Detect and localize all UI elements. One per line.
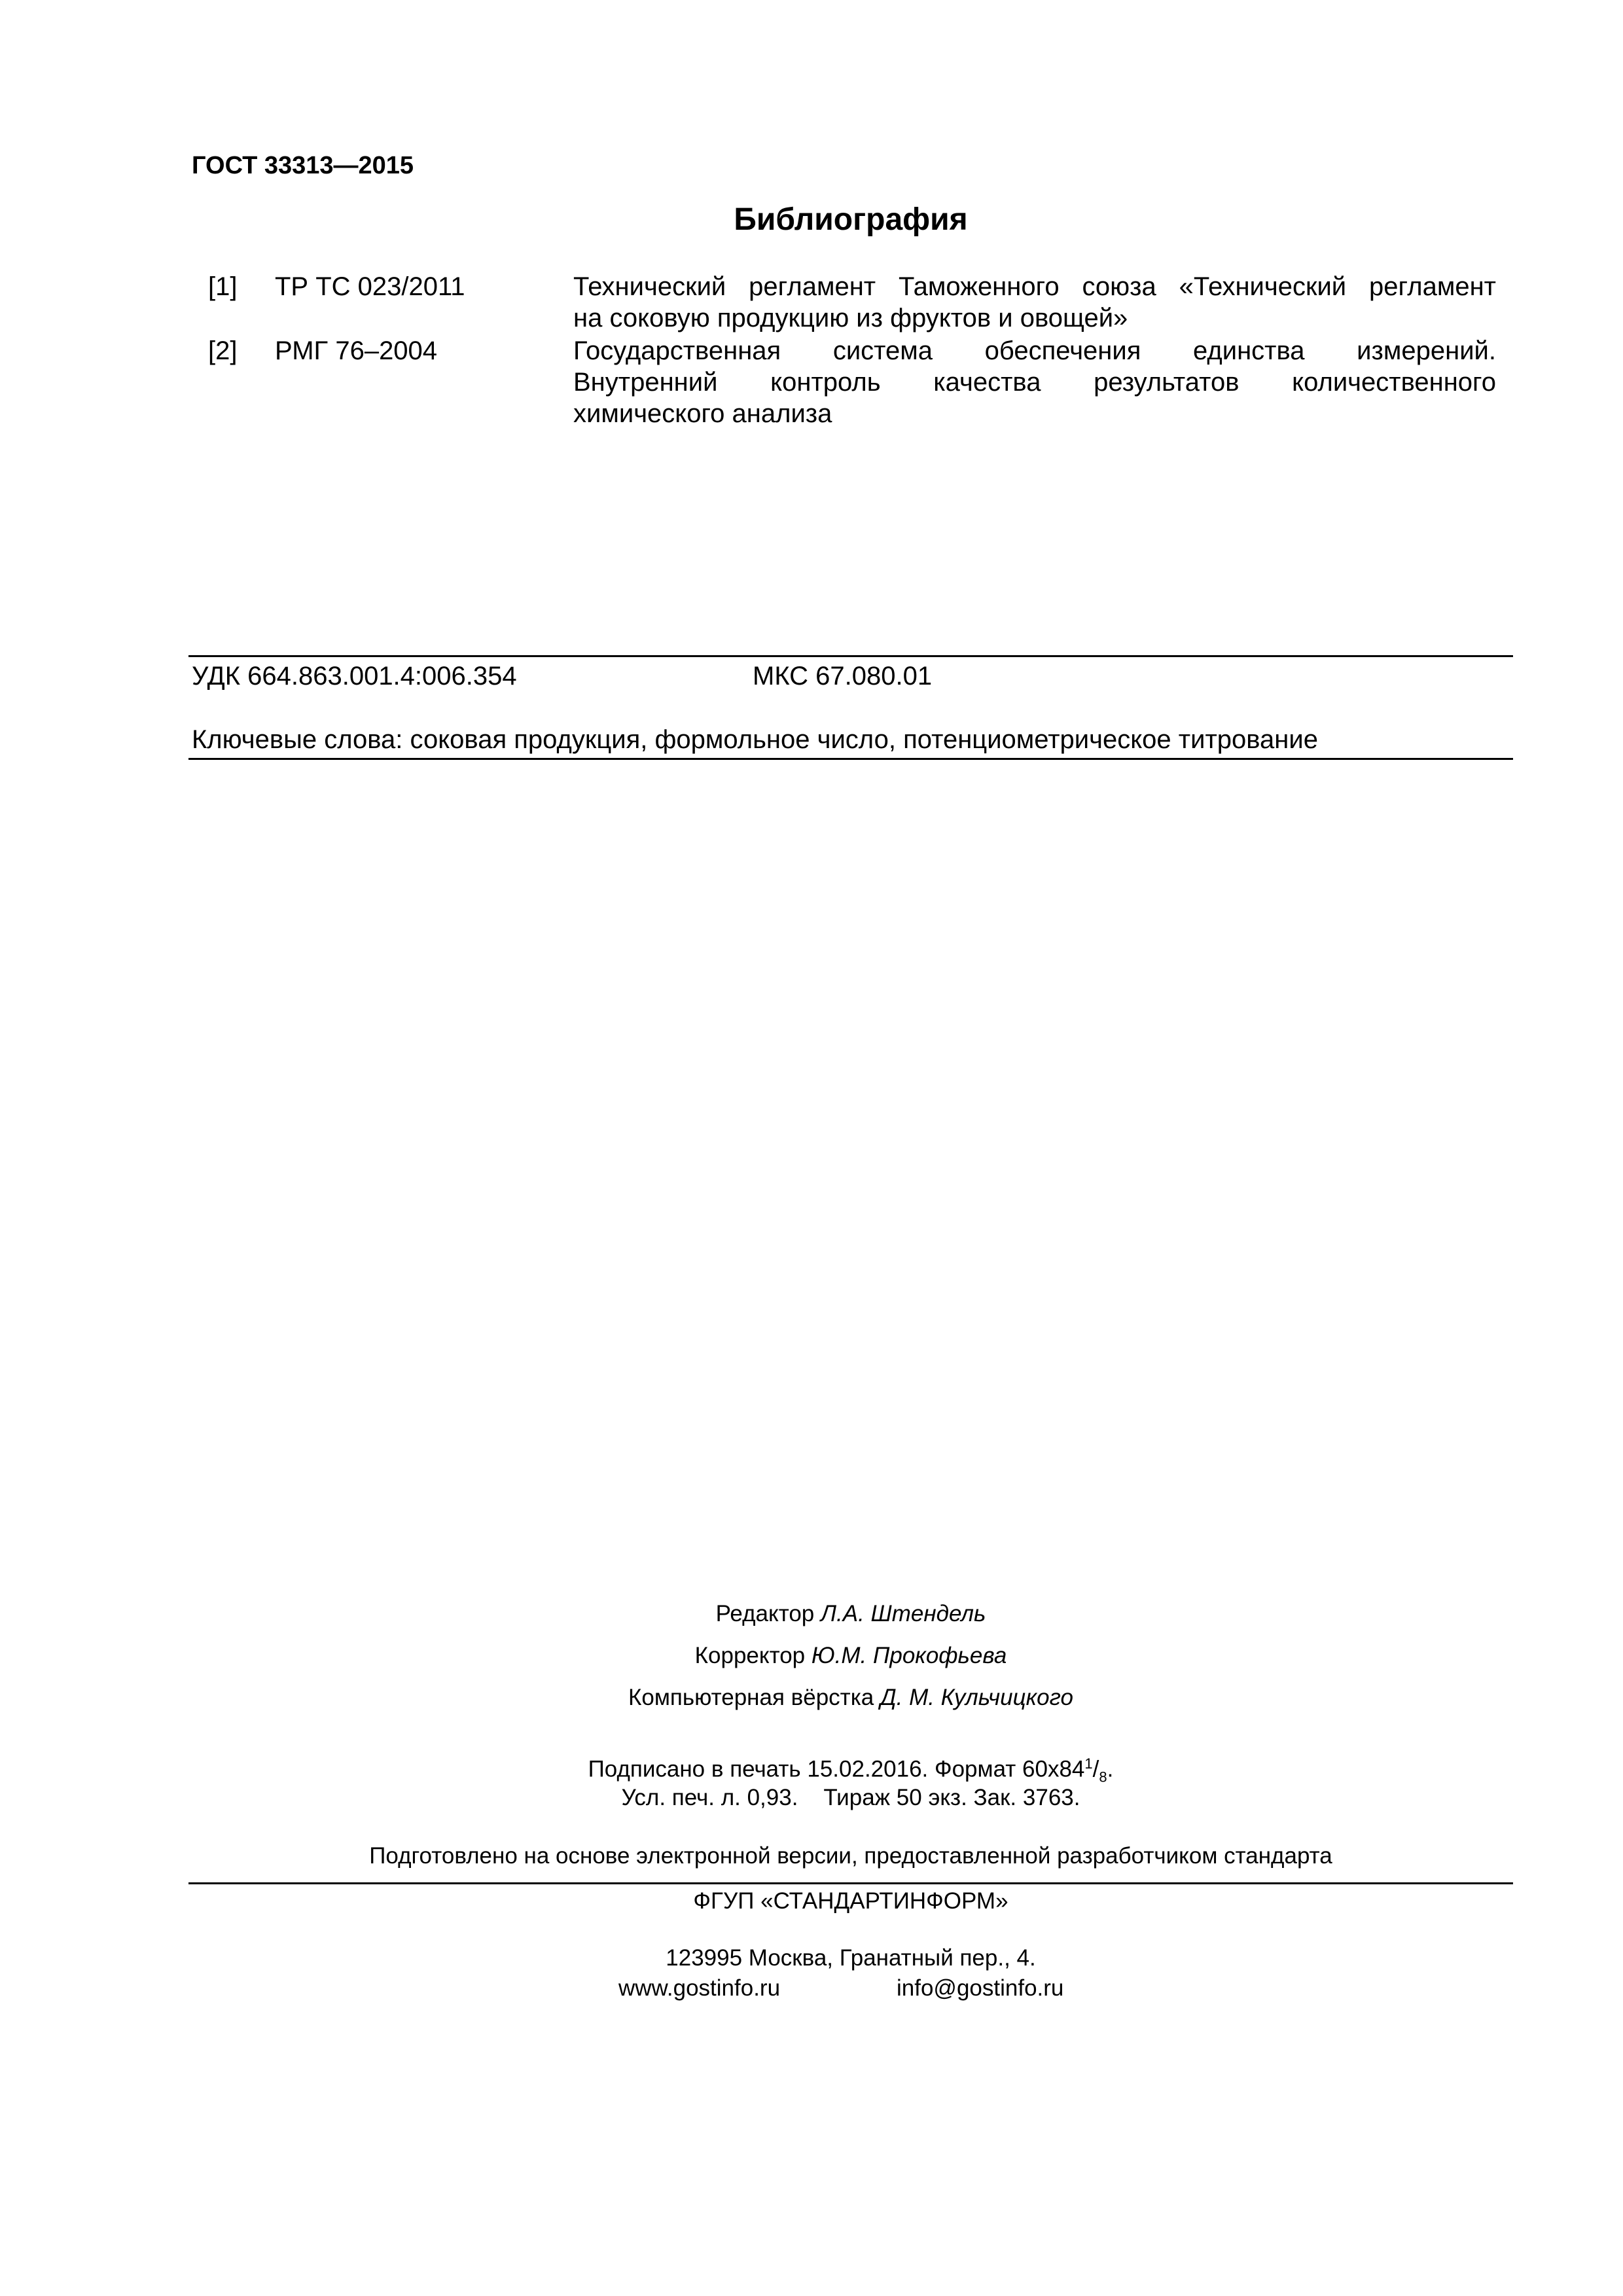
email-link[interactable]: info@gostinfo.ru [897, 1975, 1064, 2001]
editor-line [0, 1601, 1623, 1627]
entry-code: РМГ 76–2004 [275, 336, 438, 365]
signed-text: Подписано в печать 15.02.2016. Формат 60x84 [588, 1756, 1085, 1782]
keywords: Ключевые слова: соковая продукция, формольное число, потенциометрическое титрование [192, 725, 1318, 754]
print-sheets: Усл. печ. л. 0,93. [621, 1785, 798, 1810]
section-title: Библиография [734, 202, 968, 237]
circulation: Тираж 50 экз. Зак. 3763. [823, 1785, 1080, 1810]
entry-description [573, 335, 1496, 429]
divider-line [188, 758, 1513, 760]
entry-line: Технический регламент Таможенного союза «Технический регламент [573, 272, 1496, 301]
entry-number: [2] [208, 336, 238, 365]
corrector-line [0, 1643, 1623, 1669]
editor-label: Редактор [715, 1601, 815, 1626]
entry-number: [1] [208, 272, 238, 301]
layout-name: Д. М. Кульчицкого [880, 1685, 1073, 1710]
publisher-name: ФГУП «СТАНДАРТИНФОРМ» [693, 1888, 1008, 1914]
format-denominator: 8 [1099, 1768, 1107, 1785]
entry-description [573, 271, 1496, 334]
udk-code: УДК 664.863.001.4:006.354 [192, 662, 517, 691]
divider-line [188, 655, 1513, 657]
divider-line [188, 1882, 1513, 1884]
print-details-line [0, 1785, 1623, 1811]
mks-code: МКС 67.080.01 [753, 662, 933, 691]
entry-line: Государственная система обеспечения единства измерений. [573, 336, 1496, 365]
signed-line [0, 1755, 1623, 1786]
format-numerator: 1 [1084, 1755, 1093, 1772]
format-slash: / [1092, 1756, 1099, 1782]
editor-name: Л.А. Штендель [821, 1601, 986, 1626]
document-code: ГОСТ 33313—2015 [192, 152, 414, 179]
website-link[interactable]: www.gostinfo.ru [618, 1975, 781, 2001]
prepared-note: Подготовлено на основе электронной версии, предоставленной разработчиком стандарта [369, 1843, 1332, 1869]
entry-line: Внутренний контроль качества результатов количественного [573, 368, 1496, 397]
corrector-name: Ю.М. Прокофьева [811, 1643, 1007, 1668]
layout-line [0, 1685, 1623, 1711]
entry-line: на соковую продукцию из фруктов и овощей» [573, 304, 1128, 332]
publisher-address: 123995 Москва, Гранатный пер., 4. [666, 1945, 1036, 1971]
entry-line: химического анализа [573, 399, 832, 428]
signed-suffix: . [1107, 1756, 1114, 1782]
layout-label: Компьютерная вёрстка [628, 1685, 874, 1710]
corrector-label: Корректор [694, 1643, 806, 1668]
entry-code: ТР ТС 023/2011 [275, 272, 465, 301]
